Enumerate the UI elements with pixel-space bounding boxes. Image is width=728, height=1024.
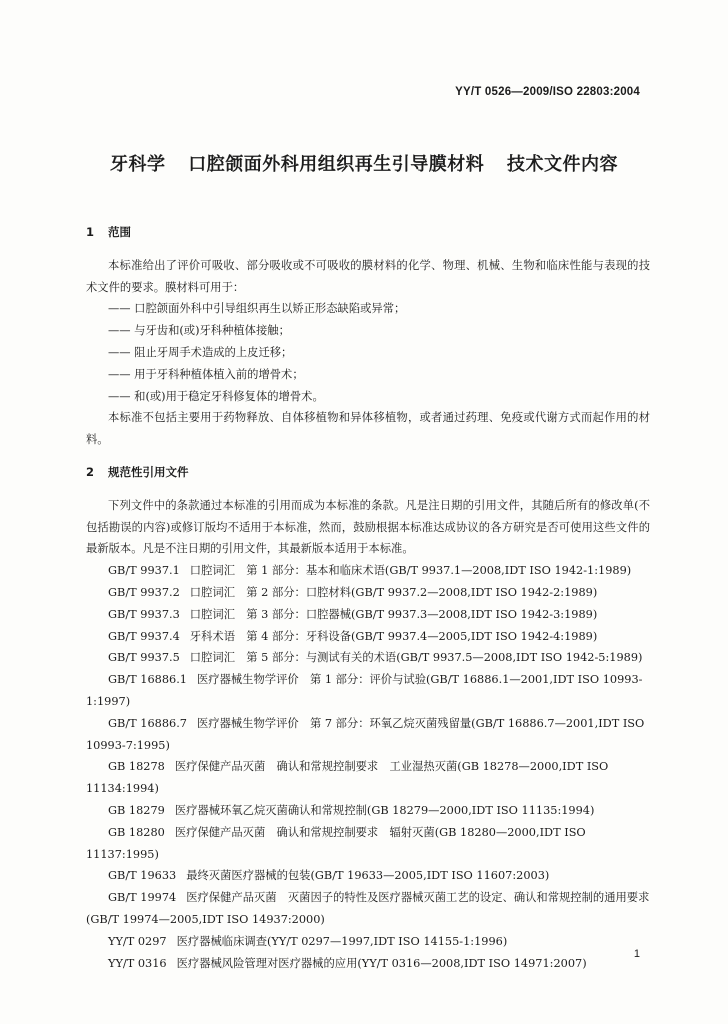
reference-entry	[86, 560, 650, 582]
section-2-heading	[86, 462, 650, 484]
reference-code: GB/T 16886.7	[108, 716, 187, 730]
reference-code: GB/T 16886.1	[108, 673, 187, 687]
reference-entry	[86, 887, 650, 931]
reference-entry	[86, 604, 650, 626]
title-part-1: 牙科学	[109, 154, 166, 175]
standard-code: YY/T 0526—2009/ISO 22803:2004	[455, 86, 640, 98]
reference-entry	[86, 756, 650, 800]
scope-item: —— 口腔颌面外科中引导组织再生以矫正形态缺陷或异常；	[108, 302, 406, 316]
reference-code: GB/T 9937.5	[108, 651, 180, 665]
section-1-number: 1	[86, 225, 95, 239]
reference-title: 口腔词汇 第 1 部分：基本和临床术语(GB/T 9937.1—2008,IDT ISO 1942-1:1989)	[189, 564, 632, 578]
reference-code: GB/T 9937.4	[108, 629, 180, 643]
reference-code: GB 18280	[108, 825, 165, 839]
scope-item: —— 用于牙科种植体植入前的增骨术；	[108, 367, 304, 381]
reference-entry	[86, 800, 650, 822]
scope-intro: 本标准给出了评价可吸收、部分吸收或不可吸收的膜材料的化学、物理、机械、生物和临床性能与表现的技术文件的要求。膜材料可用于：	[86, 258, 650, 294]
reference-entry	[86, 953, 650, 975]
reference-code: GB 18278	[108, 760, 165, 774]
section-2-number: 2	[86, 464, 95, 479]
reference-code: GB/T 19633	[108, 869, 177, 883]
document-body	[86, 222, 650, 974]
reference-title: 医疗器械环氧乙烷灭菌确认和常规控制(GB 18279—2000,IDT ISO 11135:1994)	[174, 803, 595, 817]
reference-code: GB/T 9937.2	[108, 585, 180, 599]
reference-title: 医疗保健产品灭菌 灭菌因子的特性及医疗器械灭菌工艺的设定、确认和常规控制的通用要求(GB/T 19974—2005,IDT ISO 14937:2000)	[86, 891, 650, 926]
page-number: 1	[633, 948, 640, 960]
reference-title: 口腔词汇 第 5 部分：与测试有关的术语(GB/T 9937.5—2008,IDT ISO 1942-5:1989)	[189, 651, 643, 665]
scope-exclusion: 本标准不包括主要用于药物释放、自体移植物和异体移植物，或者通过药理、免疫或代谢方式而起作用的材料。	[86, 411, 650, 447]
section-2-title: 规范性引用文件	[108, 464, 189, 479]
reference-code: GB 18279	[108, 803, 165, 817]
title-part-2: 口腔颌面外科用组织再生引导膜材料	[188, 154, 485, 175]
document-title	[0, 150, 728, 176]
title-part-3: 技术文件内容	[507, 154, 619, 175]
reference-entry	[86, 647, 650, 669]
reference-code: GB/T 9937.1	[108, 564, 180, 578]
reference-title: 最终灭菌医疗器械的包装(GB/T 19633—2005,IDT ISO 11607:2003)	[186, 869, 550, 883]
references-intro: 下列文件中的条款通过本标准的引用而成为本标准的条款。凡是注日期的引用文件，其随后所有的修改单(不包括勘误的内容)或修订版均不适用于本标准，然而，鼓励根据本标准达成协议的各方研究是否可使用这些文件的最新版本。凡是不注日期的引用文件，其最新版本适用于本标准。	[86, 498, 650, 556]
scope-item: —— 与牙齿和(或)牙科种植体接触；	[108, 324, 290, 338]
reference-title: 医疗器械生物学评价 第 1 部分：评价与试验(GB/T 16886.1—2001,IDT ISO 10993-1:1997)	[86, 673, 643, 708]
reference-entry	[86, 865, 650, 887]
reference-code: GB/T 19974	[108, 891, 177, 905]
reference-title: 口腔词汇 第 2 部分：口腔材料(GB/T 9937.2—2008,IDT ISO 1942-2:1989)	[189, 585, 598, 599]
reference-title: 牙科术语 第 4 部分：牙科设备(GB/T 9937.4—2005,IDT ISO 1942-4:1989)	[189, 629, 598, 643]
reference-code: YY/T 0297	[108, 934, 167, 948]
reference-entry	[86, 931, 650, 953]
reference-code: GB/T 9937.3	[108, 607, 180, 621]
section-1-title: 范围	[108, 225, 131, 239]
reference-entry	[86, 713, 650, 757]
reference-title: 医疗器械临床调查(YY/T 0297—1997,IDT ISO 14155-1:1996)	[176, 934, 508, 948]
reference-entry	[86, 669, 650, 713]
reference-title: 医疗保健产品灭菌 确认和常规控制要求 辐射灭菌(GB 18280—2000,IDT ISO 11137:1995)	[86, 825, 586, 861]
reference-entry	[86, 582, 650, 604]
scope-item: —— 阻止牙周手术造成的上皮迁移；	[108, 345, 293, 359]
reference-title: 口腔词汇 第 3 部分：口腔器械(GB/T 9937.3—2008,IDT ISO 1942-3:1989)	[189, 607, 598, 621]
reference-title: 医疗器械风险管理对医疗器械的应用(YY/T 0316—2008,IDT ISO 14971:2007)	[176, 956, 587, 970]
scope-item: —— 和(或)用于稳定牙科修复体的增骨术。	[108, 389, 324, 403]
reference-entry	[86, 626, 650, 648]
section-1-heading	[86, 222, 650, 244]
reference-entry	[86, 822, 650, 866]
reference-title: 医疗器械生物学评价 第 7 部分：环氧乙烷灭菌残留量(GB/T 16886.7—2001,IDT ISO 10993-7:1995)	[86, 716, 645, 752]
reference-title: 医疗保健产品灭菌 确认和常规控制要求 工业湿热灭菌(GB 18278—2000,IDT ISO 11134:1994)	[86, 760, 609, 796]
reference-code: YY/T 0316	[108, 956, 167, 970]
